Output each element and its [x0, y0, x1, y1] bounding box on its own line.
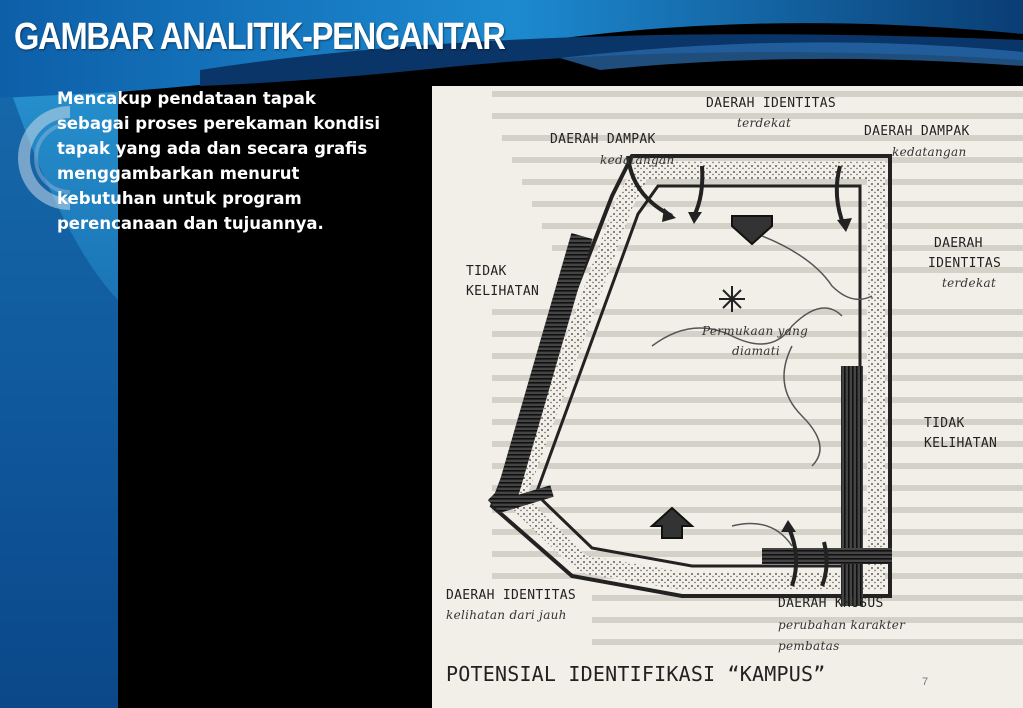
- label-terdekat-right: terdekat: [942, 276, 997, 290]
- label-kedatangan-right: kedatangan: [892, 145, 967, 159]
- label-kedatangan-left: kedatangan: [600, 153, 675, 167]
- label-tidak-left: TIDAK: [466, 264, 507, 279]
- label-daerah-dampak-right: DAERAH DAMPAK: [864, 124, 970, 139]
- label-kelihatan-dari-jauh: kelihatan dari jauh: [446, 608, 567, 622]
- page-number: 7: [922, 676, 929, 688]
- campus-analysis-figure: [432, 86, 1023, 708]
- label-daerah-khusus: DAERAH KHUSUS: [778, 596, 884, 611]
- label-permukaan-yang: Permukaan yang: [702, 324, 809, 338]
- label-perubahan-karakter: perubahan karakter: [778, 618, 906, 632]
- label-pembatas: pembatas: [778, 639, 840, 653]
- label-identitas-right: IDENTITAS: [928, 256, 1002, 271]
- slide-title: GAMBAR ANALITIK-PENGANTAR: [14, 16, 505, 58]
- label-daerah-right: DAERAH: [934, 236, 983, 251]
- label-kelihatan-right: KELIHATAN: [924, 436, 998, 451]
- label-tidak-right: TIDAK: [924, 416, 965, 431]
- figure-caption: POTENSIAL IDENTIFIKASI “KAMPUS”: [446, 662, 826, 686]
- label-kelihatan-left: KELIHATAN: [466, 284, 540, 299]
- label-terdekat-top: terdekat: [737, 116, 792, 130]
- slide-body-text: Mencakup pendataan tapak sebagai proses perekaman kondisi tapak yang ada dan secara grafis menggambarkan menurut kebutuhan untuk program perencanaan dan tujuannya.: [57, 89, 380, 233]
- label-diamati: diamati: [732, 344, 780, 358]
- label-daerah-identitas-top: DAERAH IDENTITAS: [706, 96, 837, 111]
- label-daerah-identitas-bottom: DAERAH IDENTITAS: [446, 588, 577, 603]
- label-daerah-dampak-left: DAERAH DAMPAK: [550, 132, 656, 147]
